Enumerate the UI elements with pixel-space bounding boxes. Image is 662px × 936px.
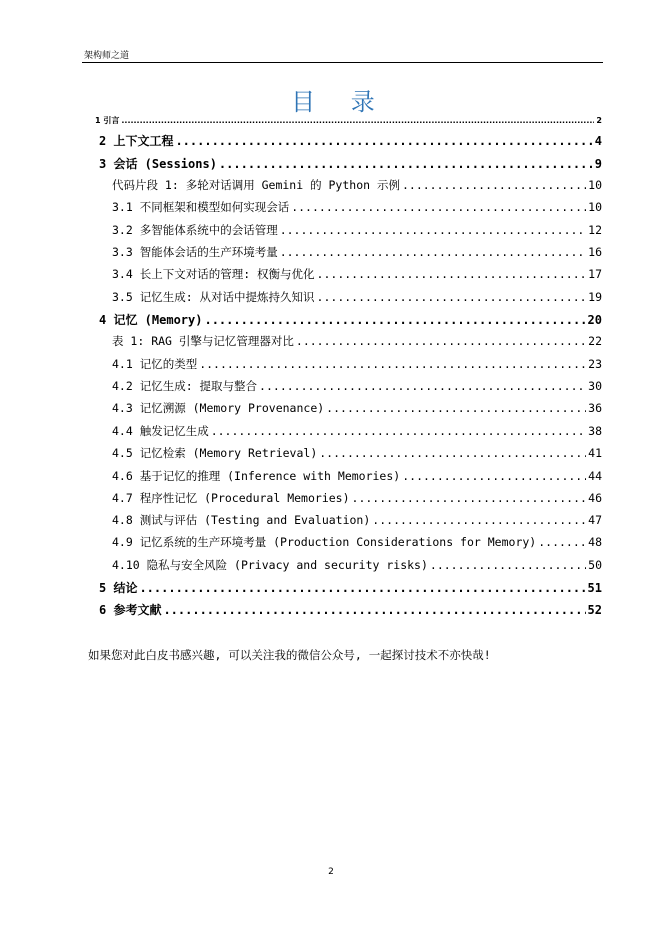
toc-entry-title: 4.3 记忆溯源 (Memory Provenance) xyxy=(112,401,325,415)
toc-entry-page: 36 xyxy=(588,401,602,415)
toc-entry-4-2[interactable] xyxy=(112,378,602,394)
toc-entry-page: 10 xyxy=(588,200,602,214)
toc-entry-title: 4.4 触发记忆生成 xyxy=(112,424,209,438)
toc-dot-leader xyxy=(319,446,586,460)
toc-entry-title: 4.8 测试与评估 (Testing and Evaluation) xyxy=(112,513,371,527)
toc-entry-4-1[interactable] xyxy=(112,356,602,372)
toc-dot-leader xyxy=(280,223,586,237)
toc-entry-page: 30 xyxy=(588,379,602,393)
toc-dot-leader xyxy=(121,116,594,125)
toc-entry-title: 1 引言 xyxy=(95,116,120,125)
toc-entry-title: 3.1 不同框架和模型如何实现会话 xyxy=(112,200,290,214)
toc-dot-leader xyxy=(430,558,586,572)
toc-entry-3-4[interactable] xyxy=(112,266,602,282)
toc-entry-4-4[interactable] xyxy=(112,423,602,439)
toc-entry-3-3[interactable] xyxy=(112,244,602,260)
toc-entry-title: 3.4 长上下文对话的管理: 权衡与优化 xyxy=(112,267,315,281)
toc-entry-title: 4.1 记忆的类型 xyxy=(112,357,198,371)
toc-entry-title: 4.6 基于记忆的推理 (Inference with Memories) xyxy=(112,469,401,483)
toc-entry-3-1[interactable] xyxy=(112,199,602,215)
toc-dot-leader xyxy=(204,313,585,327)
toc-dot-leader xyxy=(538,535,586,549)
toc-entry-page: 50 xyxy=(588,558,602,572)
toc-entry-4-3[interactable] xyxy=(112,400,602,416)
toc-entry-page: 47 xyxy=(588,513,602,527)
toc-dot-leader xyxy=(219,157,593,171)
toc-dot-leader xyxy=(317,267,587,281)
toc-entry-table-1[interactable] xyxy=(112,333,602,349)
toc-dot-leader xyxy=(326,401,586,415)
toc-entry-page: 44 xyxy=(588,469,602,483)
toc-entry-page: 41 xyxy=(588,446,602,460)
toc-entry-page: 52 xyxy=(587,603,602,617)
toc-entry-page: 23 xyxy=(588,357,602,371)
toc-entry-4[interactable] xyxy=(99,311,602,328)
toc-entry-2[interactable] xyxy=(99,132,602,149)
toc-entry-3-2[interactable] xyxy=(112,222,602,238)
toc-entry-title: 3 会话 (Sessions) xyxy=(99,157,217,171)
toc-entry-code-1[interactable] xyxy=(112,177,602,193)
toc-entry-page: 51 xyxy=(587,581,602,595)
toc-dot-leader xyxy=(280,245,586,259)
toc-title: 目 录 xyxy=(291,88,389,116)
toc-dot-leader xyxy=(139,581,585,595)
toc-entry-title: 3.2 多智能体系统中的会话管理 xyxy=(112,223,278,237)
toc-entry-title: 代码片段 1: 多轮对话调用 Gemini 的 Python 示例 xyxy=(112,178,400,192)
toc-entry-4-6[interactable] xyxy=(112,468,602,484)
toc-entry-title: 5 结论 xyxy=(99,581,138,595)
toc-entry-page: 4 xyxy=(594,134,602,148)
toc-dot-leader xyxy=(163,603,585,617)
toc-entry-title: 4 记忆 (Memory) xyxy=(99,313,203,327)
toc-dot-leader xyxy=(291,200,586,214)
toc-entry-title: 3.5 记忆生成: 从对话中提炼持久知识 xyxy=(112,290,315,304)
toc-entry-page: 46 xyxy=(588,491,602,505)
toc-entry-3-5[interactable] xyxy=(112,289,602,305)
toc-dot-leader xyxy=(175,134,592,148)
page-number: 2 xyxy=(328,867,334,877)
toc-entry-title: 6 参考文献 xyxy=(99,603,162,617)
toc-entry-1[interactable] xyxy=(95,115,602,126)
toc-dot-leader xyxy=(402,469,586,483)
toc-entry-page: 22 xyxy=(588,334,602,348)
toc-entry-page: 9 xyxy=(594,157,602,171)
toc-entry-3[interactable] xyxy=(99,155,602,172)
toc-entry-page: 17 xyxy=(588,267,602,281)
follow-note: 如果您对此白皮书感兴趣, 可以关注我的微信公众号, 一起探讨技术不亦快哉! xyxy=(88,648,491,662)
toc-entry-title: 4.7 程序性记忆 (Procedural Memories) xyxy=(112,491,350,505)
toc-entry-title: 4.2 记忆生成: 提取与整合 xyxy=(112,379,258,393)
toc-entry-5[interactable] xyxy=(99,579,602,596)
toc-entry-4-7[interactable] xyxy=(112,490,602,506)
toc-dot-leader xyxy=(199,357,586,371)
toc-entry-page: 19 xyxy=(588,290,602,304)
toc-entry-6[interactable] xyxy=(99,601,602,618)
toc-entry-page: 12 xyxy=(588,223,602,237)
toc-entry-4-8[interactable] xyxy=(112,512,602,528)
toc-dot-leader xyxy=(352,491,587,505)
toc-entry-page: 38 xyxy=(588,424,602,438)
toc-entry-page: 10 xyxy=(588,178,602,192)
toc-dot-leader xyxy=(317,290,587,304)
toc-entry-page: 48 xyxy=(588,535,602,549)
toc-entry-4-9[interactable] xyxy=(112,534,602,550)
toc-entry-4-10[interactable] xyxy=(112,557,602,573)
toc-entry-title: 3.3 智能体会话的生产环境考量 xyxy=(112,245,278,259)
toc-entry-title: 4.5 记忆检索 (Memory Retrieval) xyxy=(112,446,318,460)
running-header: 架构师之道 xyxy=(84,51,130,61)
toc-entry-title: 表 1: RAG 引擎与记忆管理器对比 xyxy=(112,334,294,348)
toc-dot-leader xyxy=(296,334,586,348)
toc-entry-title: 2 上下文工程 xyxy=(99,134,174,148)
header-divider xyxy=(82,62,603,63)
toc-entry-page: 16 xyxy=(588,245,602,259)
toc-entry-4-5[interactable] xyxy=(112,445,602,461)
toc-entry-page: 20 xyxy=(587,313,602,327)
toc-entry-title: 4.10 隐私与安全风险 (Privacy and security risks) xyxy=(112,558,428,572)
toc-dot-leader xyxy=(372,513,586,527)
toc-dot-leader xyxy=(402,178,586,192)
toc-entry-title: 4.9 记忆系统的生产环境考量 (Production Considerations for Memory) xyxy=(112,535,537,549)
toc-dot-leader xyxy=(259,379,586,393)
toc-dot-leader xyxy=(211,424,586,438)
toc-entry-page: 2 xyxy=(596,116,602,125)
